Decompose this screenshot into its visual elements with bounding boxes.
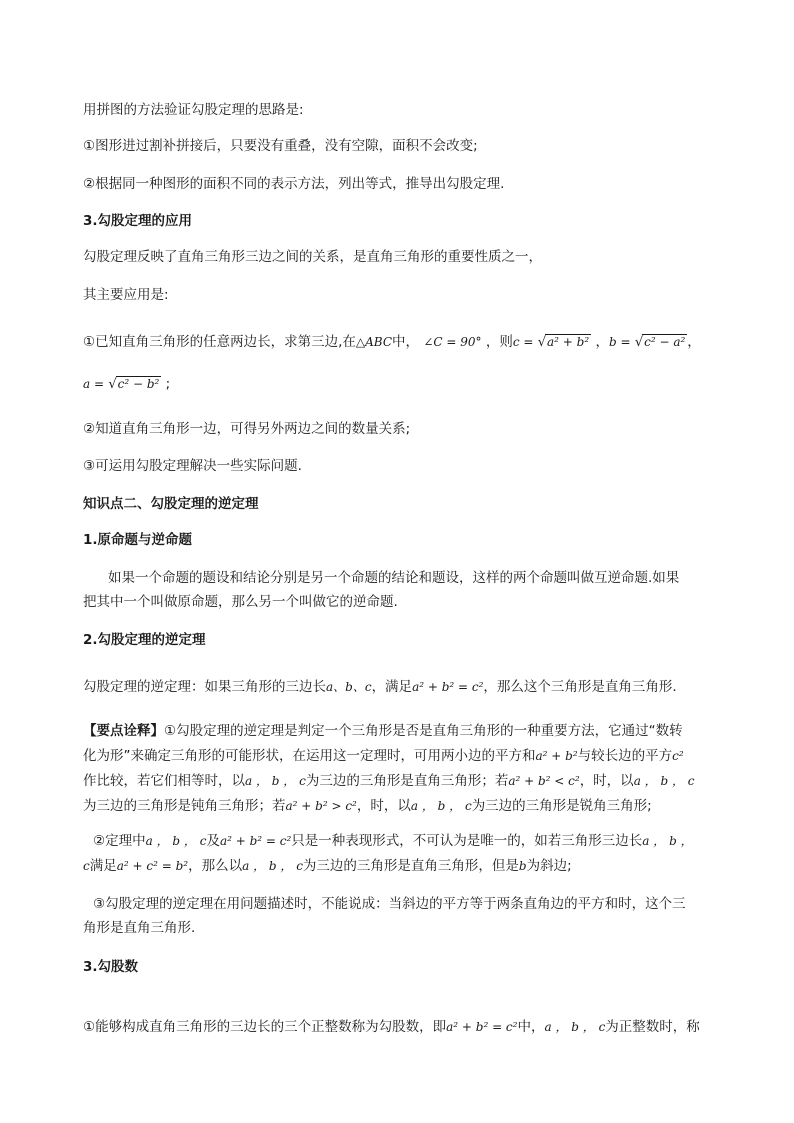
paragraph-line: ③勾股定理的逆定理在用问题描述时，不能说成：当斜边的平方等于两条直角边的平方和时，这个三: [93, 896, 686, 912]
text-segment: 中，: [392, 334, 420, 350]
text-segment: 为三边的三角形是锐角三角形;: [471, 798, 652, 814]
formula-line: [83, 677, 724, 697]
math-equation: a² + b²: [535, 749, 578, 763]
knowledge-heading: 知识点二、勾股定理的逆定理: [83, 496, 259, 512]
math-c-eq: c =: [512, 335, 534, 349]
paragraph-line: 如果一个命题的题设和结论分别是另一个命题的结论和题设，这样的两个命题叫做互逆命题.如果: [108, 570, 680, 586]
math-equation: a² + b² > c²: [285, 799, 357, 813]
key-point-label: 【要点诠释】: [83, 723, 164, 739]
math-sides: a ， b ， c: [544, 1020, 606, 1034]
math-angle: ∠C = 90°: [423, 335, 482, 349]
math-sides: a ， b ， c: [245, 774, 306, 788]
text-segment: ①勾股定理的逆定理是判定一个三角形是否是直角三角形的一种重要方法，它通过“数转: [164, 723, 683, 739]
formula-line: [83, 721, 724, 741]
formula-line: [83, 746, 724, 766]
math-equation: a² + c² = b²: [116, 859, 189, 873]
text-segment: ①能够构成直角三角形的三边长的三个正整数称为勾股数，即: [83, 1019, 447, 1035]
paragraph-line: 把其中一个叫做原命题，那么另一个叫做它的逆命题.: [83, 594, 398, 610]
formula-line: [83, 1017, 724, 1037]
math-b-eq: b =: [608, 335, 631, 349]
section-heading: 3.勾股数: [83, 959, 139, 975]
math-equation: a² + b² = c²: [412, 680, 484, 694]
formula-line: ①已知直角三角形的任意两边长，求第三边,在△ABC中， ∠C = 90° ，则c = √a² + b² ，b = √c² − a² ，: [83, 334, 701, 350]
math-sides: a ， b ， c: [633, 774, 695, 788]
math-sides: a ， b ， c: [242, 859, 303, 873]
paragraph-line: ①图形进过割补拼接后，只要没有重叠，没有空隙，面积不会改变;: [83, 138, 478, 154]
text-segment: ①已知直角三角形的任意两边长，求第三边,在: [83, 334, 356, 350]
paragraph-line: ②知道直角三角形一边，可得另外两边之间的数量关系;: [83, 421, 411, 437]
math-radicand: a² + b²: [547, 335, 590, 349]
section-heading: 3.勾股定理的应用: [83, 213, 193, 229]
math-sides: a ， b ，: [642, 834, 693, 848]
math-equation: a² + b² = c²: [219, 834, 292, 848]
paragraph-line: 其主要应用是:: [83, 287, 169, 303]
math-term: b: [518, 859, 527, 873]
text-segment: ②定理中: [93, 833, 146, 849]
paragraph-line: 用拼图的方法验证勾股定理的思路是:: [83, 102, 304, 118]
formula-line: [83, 771, 724, 791]
math-sides: a、b、c: [326, 680, 372, 694]
text-segment: 作比较，若它们相等时，以: [83, 773, 245, 789]
math-triangle: △ABC: [355, 335, 393, 349]
section-heading: 1.原命题与逆命题: [83, 532, 193, 548]
sqrt-icon: √: [537, 335, 547, 350]
paragraph-line: 勾股定理反映了直角三角形三边之间的关系，是直角三角形的重要性质之一，: [83, 249, 542, 265]
paragraph-line: ②根据同一种图形的面积不同的表示方法，列出等式，推导出勾股定理.: [83, 176, 505, 192]
formula-line: [83, 856, 724, 876]
math-sides: a ， b ， c: [410, 799, 472, 813]
math-term: c²: [672, 749, 684, 763]
text-segment: 及: [206, 833, 220, 849]
math-term: c: [83, 859, 90, 873]
text-segment: 为斜边;: [526, 858, 572, 874]
sqrt-icon: √: [108, 377, 117, 392]
math-equation: a² + b² < c²: [508, 774, 580, 788]
formula-line: [83, 374, 724, 395]
math-radicand: c² − a²: [644, 335, 686, 349]
math-radicand: c² − b²: [117, 377, 160, 391]
paragraph-line: ③可运用勾股定理解决一些实际问题.: [83, 458, 302, 474]
text-segment: 为三边的三角形是直角三角形，但是: [302, 858, 519, 874]
text-segment: ;: [165, 376, 171, 392]
text-segment: 与较长边的平方: [577, 748, 673, 764]
text-segment: ，那么这个三角形是直角三角形.: [483, 679, 677, 695]
text-segment: ，时，以: [579, 773, 634, 789]
math-equation: a² + b² = c²: [446, 1020, 518, 1034]
text-segment: ，那么以: [188, 858, 243, 874]
formula-line: [93, 831, 724, 851]
text-segment: 只是一种表现形式，不可认为是唯一的，如若三角形三边长: [291, 833, 643, 849]
text-segment: 勾股定理的逆定理：如果三角形的三边长: [83, 679, 326, 695]
math-sides: a ， b ， c: [145, 834, 207, 848]
text-segment: 为正整数时，称: [605, 1019, 700, 1035]
formula-line: [83, 796, 724, 816]
text-segment: ，时，以: [356, 798, 411, 814]
text-segment: 化为形”来确定三角形的可能形状，在运用这一定理时，可用两小边的平方和: [83, 748, 536, 764]
text-segment: ，满足: [371, 679, 413, 695]
text-segment: ，则: [485, 334, 513, 350]
section-heading: 2.勾股定理的逆定理: [83, 632, 206, 648]
text-segment: 为三边的三角形是钝角三角形；若: [83, 798, 286, 814]
math-a-eq: a =: [83, 377, 105, 391]
text-segment: 中，: [517, 1019, 545, 1035]
paragraph-line: 角形是直角三角形.: [83, 920, 196, 936]
sqrt-icon: √: [634, 335, 644, 350]
text-segment: 满足: [89, 858, 117, 874]
text-segment: 为三边的三角形是直角三角形；若: [305, 773, 509, 789]
